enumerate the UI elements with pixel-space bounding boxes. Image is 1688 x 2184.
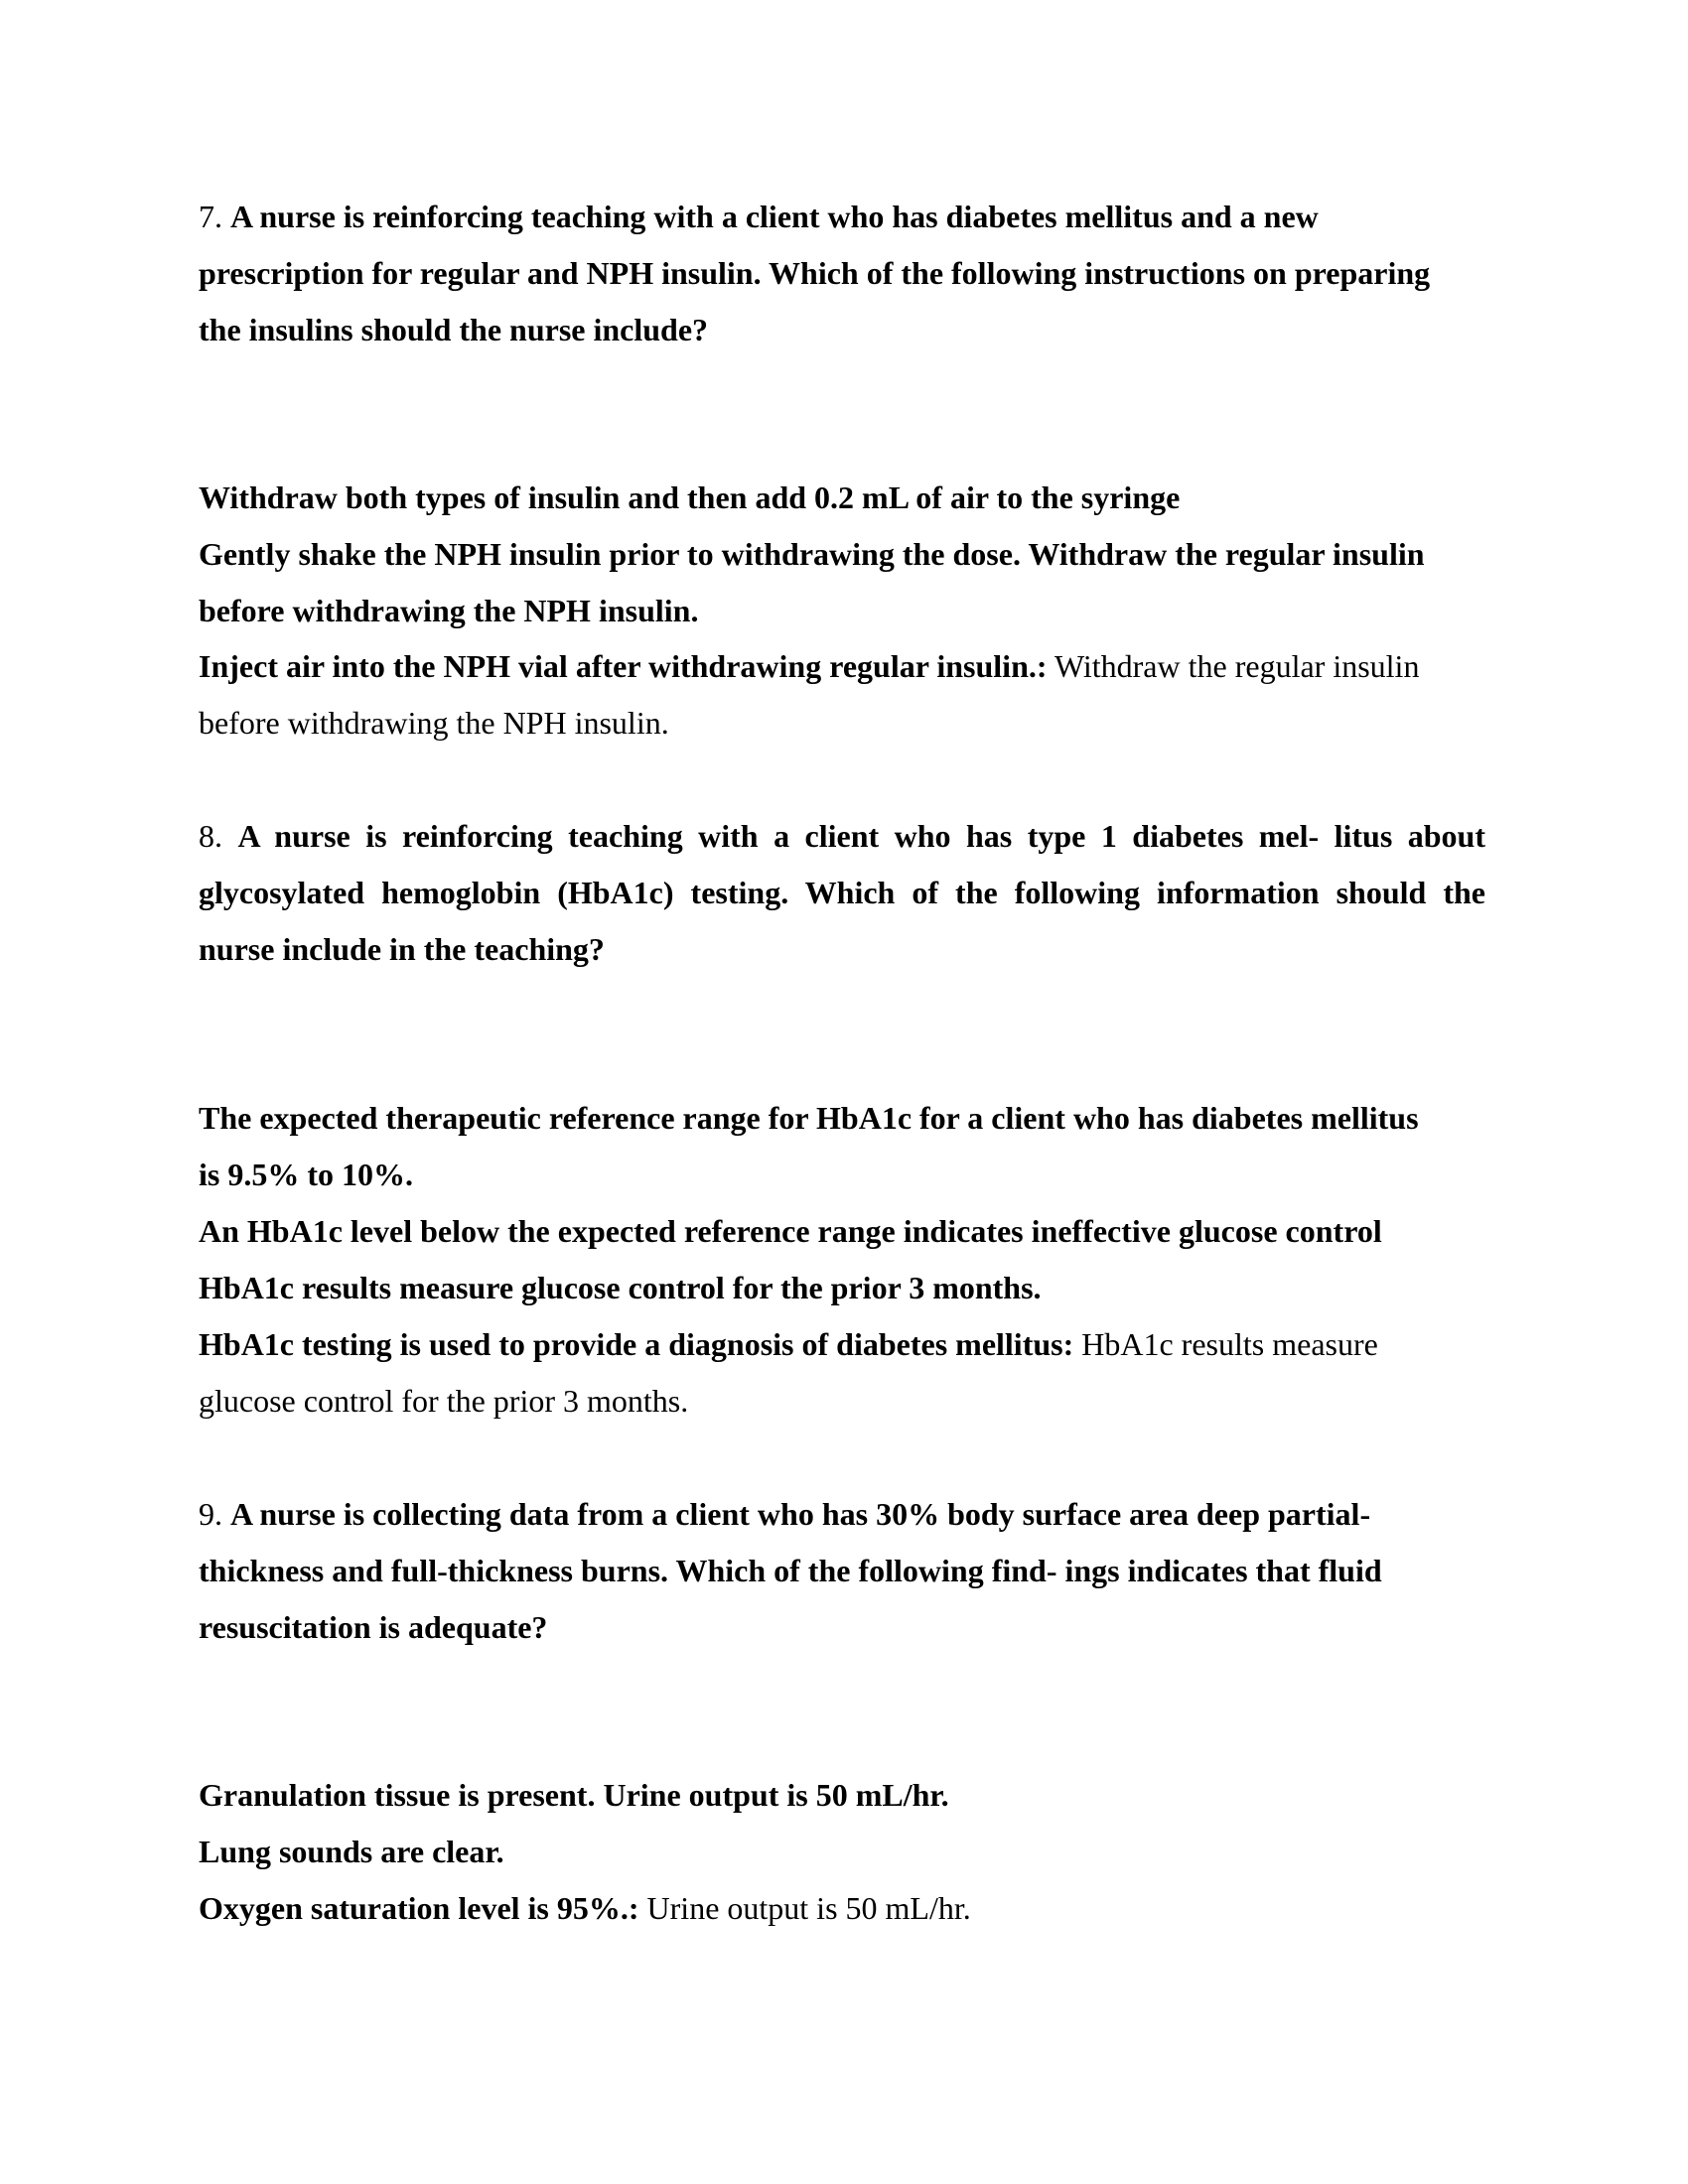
question-9-option-2: Lung sounds are clear. bbox=[199, 1834, 504, 1869]
question-8-answer-cont: glucose control for the prior 3 months. bbox=[199, 1383, 689, 1419]
question-9-answer: Urine output is 50 mL/hr. bbox=[638, 1890, 971, 1926]
question-9-number: 9. bbox=[199, 1496, 222, 1532]
question-7-stem-line-1 bbox=[199, 197, 1489, 236]
question-9-stem-line-1 bbox=[199, 1494, 1489, 1534]
question-9-option-3-text: Oxygen saturation level is 95%.: bbox=[199, 1890, 639, 1926]
question-7-option-1: Withdraw both types of insulin and then add 0.2 mL of air to the syringe bbox=[199, 479, 1181, 515]
question-8-answer: HbA1c results measure bbox=[1073, 1326, 1378, 1362]
question-9-stem-text: A nurse is collecting data from a client who has 30% body surface area deep partial- bbox=[230, 1496, 1371, 1532]
question-8-number: 8. bbox=[199, 818, 222, 854]
question-7-stem-line-2: prescription for regular and NPH insulin. Which of the following instructions on preparing bbox=[199, 255, 1431, 291]
question-8-stem-line-3: nurse include in the teaching? bbox=[199, 931, 605, 967]
question-7-answer-cont: before withdrawing the NPH insulin. bbox=[199, 705, 669, 741]
question-9-option-3 bbox=[199, 1888, 1489, 1928]
question-7-answer: Withdraw the regular insulin bbox=[1047, 648, 1420, 684]
question-8-option-1-cont: is 9.5% to 10%. bbox=[199, 1157, 413, 1192]
question-8-option-3: HbA1c results measure glucose control for the prior 3 months. bbox=[199, 1270, 1042, 1305]
question-8-option-2: An HbA1c level below the expected reference range indicates ineffective glucose control bbox=[199, 1213, 1382, 1249]
question-8-option-4-text: HbA1c testing is used to provide a diagnosis of diabetes mellitus: bbox=[199, 1326, 1074, 1362]
question-8-stem-line-2: glycosylated hemoglobin (HbA1c) testing. Which of the following information should the bbox=[199, 875, 1485, 910]
question-8-stem-line-1 bbox=[199, 816, 1485, 856]
question-7-stem-line-3: the insulins should the nurse include? bbox=[199, 312, 709, 347]
question-7-stem-text: A nurse is reinforcing teaching with a client who has diabetes mellitus and a new bbox=[230, 199, 1319, 234]
question-9-option-1: Granulation tissue is present. Urine output is 50 mL/hr. bbox=[199, 1777, 949, 1813]
question-9-stem-line-2: thickness and full-thickness burns. Which of the following find- ings indicates that fluid bbox=[199, 1553, 1382, 1588]
question-7-option-3 bbox=[199, 646, 1489, 686]
question-9-stem-line-3: resuscitation is adequate? bbox=[199, 1609, 548, 1645]
question-7-option-2: Gently shake the NPH insulin prior to withdrawing the dose. Withdraw the regular insulin bbox=[199, 536, 1425, 572]
question-8-option-1: The expected therapeutic reference range for HbA1c for a client who has diabetes mellitus bbox=[199, 1100, 1419, 1136]
question-7-number: 7. bbox=[199, 199, 222, 234]
question-8-stem-text: A nurse is reinforcing teaching with a client who has type 1 diabetes mel- litus about bbox=[237, 818, 1486, 854]
question-8-option-4 bbox=[199, 1324, 1489, 1364]
question-7-option-2-cont: before withdrawing the NPH insulin. bbox=[199, 593, 699, 628]
question-7-option-3-text: Inject air into the NPH vial after withdrawing regular insulin.: bbox=[199, 648, 1048, 684]
